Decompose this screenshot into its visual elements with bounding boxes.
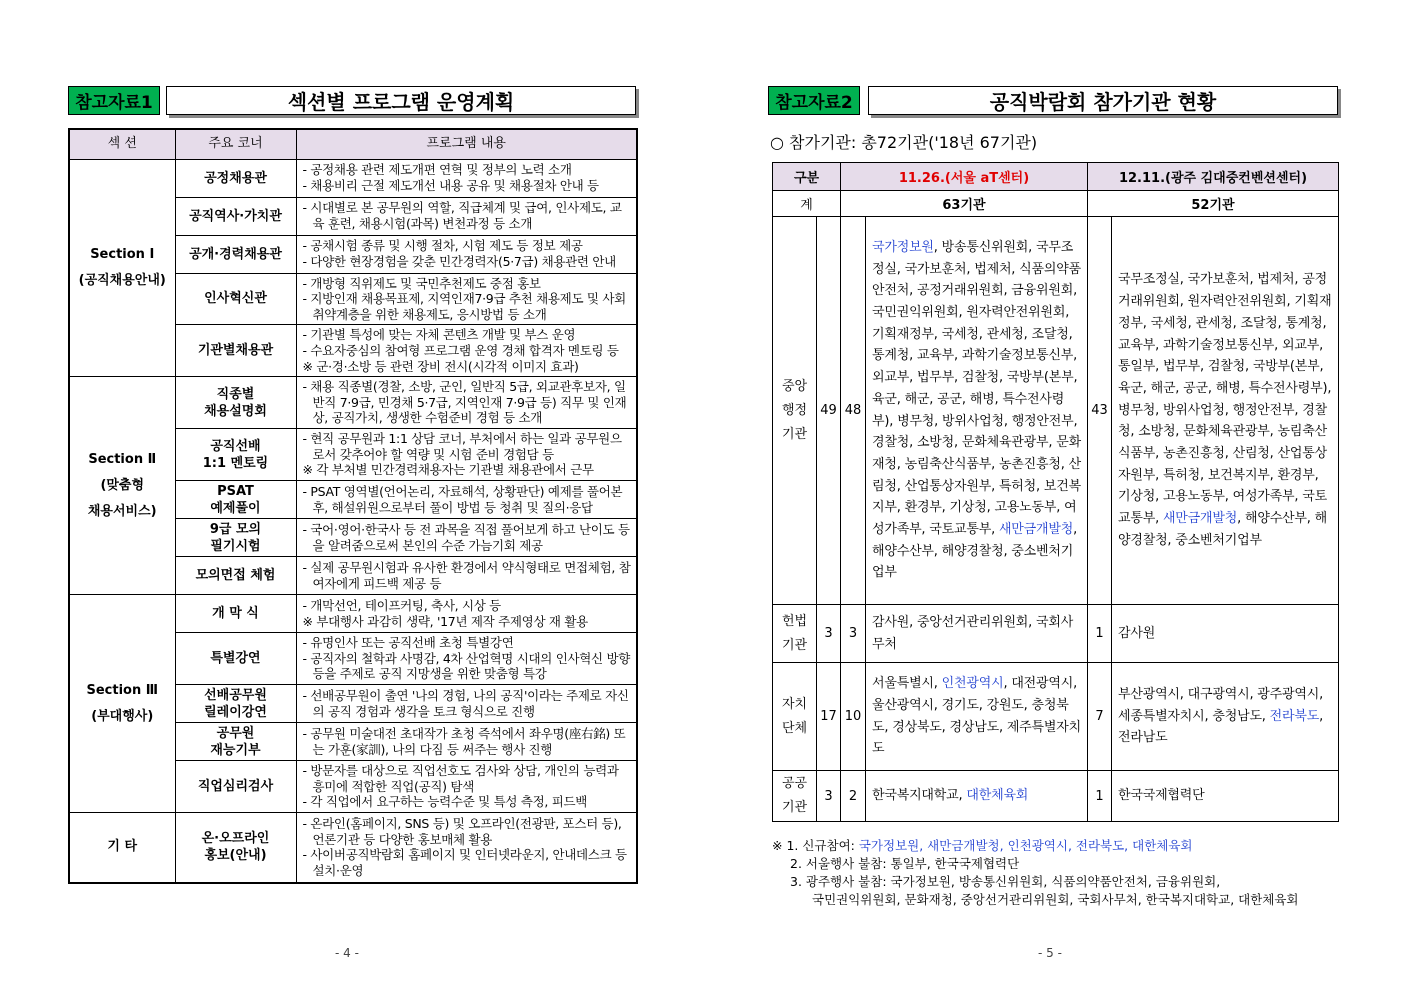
note-2: 2. 서울행사 불참: 통일부, 한국국제협력단 [790, 856, 1020, 871]
section-sub1: (맞춤형 [100, 477, 145, 493]
corner-label: 필기시험 [210, 538, 261, 554]
corner-cell [175, 519, 296, 557]
corner-label: 1:1 멘토링 [202, 455, 269, 471]
corner-label: 모의면접 체험 [195, 568, 276, 584]
program-line: - 실제 공무원시험과 유사한 환경에서 약식형태로 면접체험, 참여자에게 피드백 제공 등 [302, 559, 631, 591]
note-1-prefix: ※ 1. 신규참여: [772, 838, 859, 853]
institution-text: , 대전광역시, 울산광역시, 경기도, 강원도, 충청북도, 경상북도, 경상남도, 제주특별자치도 [872, 676, 1081, 757]
institution-text: , 방송통신위원회, 국무조정실, 국가보훈처, 법제처, 식품의약품안전처, 공정거래위원회, 금융위원회, 국민권익위원회, 원자력안전위원회, 기획재정부, 국세청, 관세청, 조달청, 통계청, 교육부, 과학기술정보통신부, 외교부, 법무부, 검찰청, 국방부(본부, 육군, 해군, 공군, 해병, 특수전사령부), 병무청, 방위사업청, 행정안전부, 경찰청, 소방청, 문화체육관광부, 문화재청, 농림축산식품부, 농촌진흥청, 산림청, 산업통상자원부, 특허청, 보건복지부, 환경부, 기상청, 고용노동부, 여성가족부, 국토교통부, [872, 239, 1081, 538]
seoul-count: 10 [841, 663, 866, 771]
section-name: Section Ⅲ [86, 682, 159, 698]
corner-cell [175, 159, 296, 197]
corner-label: 공직선배 [210, 438, 261, 454]
corner-cell [175, 723, 296, 761]
category-label-line: 기관 [781, 426, 808, 442]
category-row [773, 663, 1339, 771]
table-notes [772, 837, 1372, 909]
header-seoul: 11.26.(서울 aT센터) [841, 163, 1088, 191]
note-1-new-list: 국가정보원, 새만금개발청, 인천광역시, 전라북도, 대한체육회 [858, 838, 1193, 853]
seoul-institution-list [866, 605, 1088, 663]
corner-cell [175, 685, 296, 723]
gwangju-count: 1 [1088, 771, 1112, 822]
section-name: 기 타 [107, 839, 138, 855]
category-label-line: 단체 [781, 720, 808, 736]
program-cell [296, 197, 637, 235]
program-cell [296, 325, 637, 377]
seoul-institution-list [866, 771, 1088, 822]
program-cell [296, 429, 637, 481]
institution-text: , 해양수산부, 해양경찰청, 중소벤처기업부 [1118, 511, 1327, 548]
category-total: 3 [817, 771, 841, 822]
left-page-title: 섹션별 프로그램 운영계획 [166, 86, 636, 115]
program-row [69, 595, 637, 633]
corner-cell [175, 429, 296, 481]
corner-cell [175, 813, 296, 883]
header-section: 섹 션 [69, 129, 175, 159]
section-program-table [68, 128, 638, 884]
program-line: - 시대별로 본 공무원의 역할, 직급체계 및 급여, 인사제도, 교육 훈련, 채용시험(과목) 변천과정 등 소개 [302, 200, 622, 231]
corner-label: 특별강연 [210, 651, 261, 667]
program-row [69, 813, 637, 883]
corner-label: 릴레이강연 [204, 704, 267, 720]
institution-text: 국무조정실, 국가보훈처, 법제처, 공정거래위원회, 원자력안전위원회, 기획재정부, 국세청, 관세청, 조달청, 통계청, 교육부, 과학기술정보통신부, 외교부, 통일부, 법무부, 검찰청, 국방부(본부, 육군, 해군, 공군, 해병, 특수전사령부), 병무청, 방위사업청, 행정안전부, 경찰청, 소방청, 문화체육관광부, 농림축산식품부, 농촌진흥청, 산림청, 산업통상자원부, 특허청, 보건복지부, 환경부, 기상청, 고용노동부, 여성가족부, 국토교통부, [1118, 272, 1332, 527]
gwangju-institution-list [1112, 605, 1339, 663]
category-label [773, 663, 817, 771]
program-cell [296, 377, 637, 429]
institution-text: , 전라남도 [1118, 708, 1324, 746]
corner-label: 기관별채용관 [197, 343, 274, 359]
header-category: 구분 [773, 163, 841, 191]
program-line: - 선배공무원이 출연 '나의 경험, 나의 공직'이라는 주제로 자신의 공직 경험과 생각을 토크 형식으로 진행 [302, 687, 629, 719]
program-line: - PSAT 영역별(언어논리, 자료해석, 상황판단) 예제를 풀어본 후, 해설위원으로부터 풀이 방법 등 청취 및 질의·응답 [302, 483, 623, 515]
section-sub: (공직채용안내) [78, 272, 166, 288]
program-line: - 공직자의 철학과 사명감, 4차 산업혁명 시대의 인사혁신 방향 등을 주제로 공직 지망생을 위한 맞춤형 특강 [302, 650, 631, 682]
program-line: - 현직 공무원과 1:1 상담 코너, 부처에서 하는 일과 공무원으로서 갖추어야 할 역량 및 시험 준비 경험담 등 [302, 431, 622, 462]
institution-text: 부산광역시, 대구광역시, 광주광역시, 세종특별자치시, 충청남도, [1118, 686, 1324, 724]
program-line: - 온라인(홈페이지, SNS 등) 및 오프라인(전광판, 포스터 등), 언론기관 등 다양한 홍보매체 활용 [302, 816, 622, 847]
program-cell [296, 557, 637, 595]
gwangju-institution-list [1112, 663, 1339, 771]
corner-label: PSAT [217, 483, 254, 499]
program-row [69, 377, 637, 429]
institution-text: 감사원 [1118, 625, 1156, 641]
category-total: 49 [817, 217, 841, 605]
corner-label: 직종별 [216, 386, 255, 402]
institution-text: , 해양수산부, 해양경찰청, 중소벤처기업부 [872, 522, 1078, 581]
program-line: - 사이버공직박람회 홈페이지 및 인터넷라운지, 안내데스크 등 설치·운영 [302, 847, 627, 878]
reference-tag-1: 참고자료1 [68, 86, 160, 115]
note-3b: 국민권익위원회, 문화재청, 중앙선거관리위원회, 국회사무처, 한국복지대학교, 대한체육회 [812, 892, 1299, 907]
institution-text: 한국복지대학교, [872, 788, 967, 804]
category-label [773, 605, 817, 663]
corner-cell [175, 235, 296, 273]
new-institution: 인천광역시 [941, 676, 1004, 692]
program-cell [296, 273, 637, 325]
category-row [773, 771, 1339, 822]
corner-label: 채용설명회 [204, 403, 267, 419]
corner-cell [175, 273, 296, 325]
program-line: - 기관별 특성에 맞는 자체 콘텐츠 개발 및 부스 운영 [302, 327, 576, 343]
program-line: - 공정채용 관련 제도개편 연혁 및 정부의 노력 소개 [302, 162, 572, 178]
category-label-line: 공공 [781, 776, 808, 791]
gwangju-institution-list [1112, 217, 1339, 605]
new-institution: 새만금개발청 [998, 522, 1074, 538]
corner-label: 재능기부 [210, 742, 261, 758]
program-row [69, 159, 637, 197]
category-label-line: 기관 [781, 637, 808, 653]
seoul-institution-list [866, 663, 1088, 771]
seoul-count: 3 [841, 605, 866, 663]
program-cell [296, 481, 637, 519]
program-line: - 국어·영어·한국사 등 전 과목을 직접 풀어보게 하고 난이도 등을 알려줌으로써 본인의 수준 가늠기회 제공 [302, 521, 630, 553]
header-program: 프로그램 내용 [296, 129, 637, 159]
section-sub2: 채용서비스) [87, 503, 157, 519]
header-corner: 주요 코너 [175, 129, 296, 159]
total-label: 계 [773, 191, 841, 217]
seoul-count: 2 [841, 771, 866, 822]
corner-label: 홍보(안내) [204, 848, 267, 864]
corner-label: 9급 모의 [209, 521, 262, 537]
page-number-left: - 4 - [335, 946, 359, 960]
program-line: - 유명인사 또는 공직선배 초청 특별강연 [302, 635, 514, 651]
program-line: - 방문자를 대상으로 직업선호도 검사와 상담, 개인의 능력과 흥미에 적합한 직업(공직) 탐색 [302, 763, 619, 794]
gwangju-count: 7 [1088, 663, 1112, 771]
new-institution: 전라북도 [1269, 708, 1320, 724]
program-cell [296, 235, 637, 273]
corner-cell [175, 325, 296, 377]
participation-summary: ○ 참가기관: 총72기관('18년 67기관) [770, 133, 1038, 152]
program-cell [296, 761, 637, 813]
reference-tag-2: 참고자료2 [768, 86, 860, 115]
corner-cell [175, 557, 296, 595]
program-line: - 수요자중심의 참여형 프로그램 운영 경채 합격자 멘토링 등 [302, 342, 619, 358]
program-line: - 지방인재 채용목표제, 지역인재7·9급 추천 채용제도 및 사회 취약계층을 위한 채용제도, 응시방법 등 소개 [302, 291, 626, 322]
program-cell [296, 159, 637, 197]
section-cell [69, 813, 175, 883]
corner-label: 예제풀이 [210, 500, 261, 516]
section-cell [69, 377, 175, 595]
new-institution: 국가정보원 [872, 239, 934, 255]
gwangju-institution-list [1112, 771, 1339, 822]
program-line: - 공채시험 종류 및 시행 절차, 시험 제도 등 정보 제공 [302, 238, 583, 254]
header-gwangju: 12.11.(광주 김대중컨벤션센터) [1088, 163, 1339, 191]
section-name: Section Ⅰ [90, 246, 155, 262]
institution-text: 서울특별시, [872, 676, 942, 692]
corner-cell [175, 481, 296, 519]
gwangju-count: 43 [1088, 217, 1112, 605]
new-institution: 새만금개발청 [1162, 511, 1238, 527]
program-cell [296, 633, 637, 685]
category-label-line: 행정 [781, 402, 808, 418]
program-line: - 채용 직종별(경찰, 소방, 군인, 일반직 5급, 외교관후보자, 일반직 7·9급, 민경채 5·7급, 지역인재 7·9급 등) 직무 및 인재상, 공직가치, 생생한 수험준비 경험 등 소개 [302, 379, 627, 426]
program-line: ※ 부대행사 과감히 생략, '17년 제작 주제영상 재 활용 [302, 613, 588, 629]
note-3a: 3. 광주행사 불참: 국가정보원, 방송통신위원회, 식품의약품안전처, 금융위원회, [790, 874, 1221, 889]
corner-cell [175, 197, 296, 235]
institution-text: 한국국제협력단 [1118, 788, 1205, 804]
corner-label: 공정채용관 [204, 170, 267, 186]
category-label-line: 기관 [781, 800, 808, 815]
corner-cell [175, 377, 296, 429]
category-label [773, 217, 817, 605]
category-total: 3 [817, 605, 841, 663]
category-row [773, 605, 1339, 663]
program-line: - 공무원 미술대전 초대작가 초청 즉석에서 좌우명(座右銘) 또는 가훈(家訓), 나의 다짐 등 써주는 행사 진행 [302, 725, 626, 757]
program-line: ※ 군·경·소방 등 관련 장비 전시(시각적 이미지 효과) [302, 358, 579, 374]
corner-label: 공개·경력채용관 [189, 246, 282, 262]
right-page-title: 공직박람회 참가기관 현황 [868, 86, 1338, 115]
corner-label: 공무원 [216, 725, 255, 741]
program-line: - 채용비리 근절 제도개선 내용 공유 및 채용절차 안내 등 [302, 178, 599, 193]
section-cell [69, 159, 175, 377]
corner-label: 인사혁신관 [204, 291, 267, 307]
category-label-line: 헌법 [781, 613, 808, 629]
program-line: - 개막선언, 테이프커팅, 축사, 시상 등 [302, 597, 501, 613]
corner-cell [175, 595, 296, 633]
category-label-line: 중앙 [781, 378, 808, 394]
program-line: - 개방형 직위제도 및 국민추천제도 중점 홍보 [302, 275, 541, 291]
program-cell [296, 813, 637, 883]
page-number-right: - 5 - [1038, 946, 1062, 960]
total-gwangju: 52기관 [1088, 191, 1339, 217]
program-cell [296, 595, 637, 633]
total-seoul: 63기관 [841, 191, 1088, 217]
corner-cell [175, 633, 296, 685]
corner-label: 개 막 식 [212, 606, 259, 622]
gwangju-count: 1 [1088, 605, 1112, 663]
participating-institutions-table [772, 162, 1339, 822]
corner-cell [175, 761, 296, 813]
category-total: 17 [817, 663, 841, 771]
category-label [773, 771, 817, 822]
seoul-institution-list [866, 217, 1088, 605]
program-line: ※ 각 부처별 민간경력채용자는 기관별 채용관에서 근무 [302, 462, 594, 478]
section-name: Section Ⅱ [88, 451, 157, 467]
program-cell [296, 519, 637, 557]
program-cell [296, 723, 637, 761]
section-sub: (부대행사) [91, 708, 154, 724]
corner-label: 공직역사·가치관 [189, 208, 282, 224]
section-cell [69, 595, 175, 813]
program-cell [296, 685, 637, 723]
program-line: - 다양한 현장경험을 갖춘 민간경력자(5·7급) 채용관련 안내 [302, 254, 616, 269]
corner-label: 직업심리검사 [197, 779, 274, 795]
institution-text: 감사원, 중앙선거관리위원회, 국회사무처 [872, 614, 1074, 652]
corner-label: 온·오프라인 [201, 831, 270, 847]
new-institution: 대한체육회 [966, 788, 1029, 804]
corner-label: 선배공무원 [204, 687, 267, 703]
category-row [773, 217, 1339, 605]
seoul-count: 48 [841, 217, 866, 605]
program-line: - 각 직업에서 요구하는 능력수준 및 특성 측정, 피드백 [302, 794, 588, 810]
category-label-line: 자치 [781, 696, 808, 712]
